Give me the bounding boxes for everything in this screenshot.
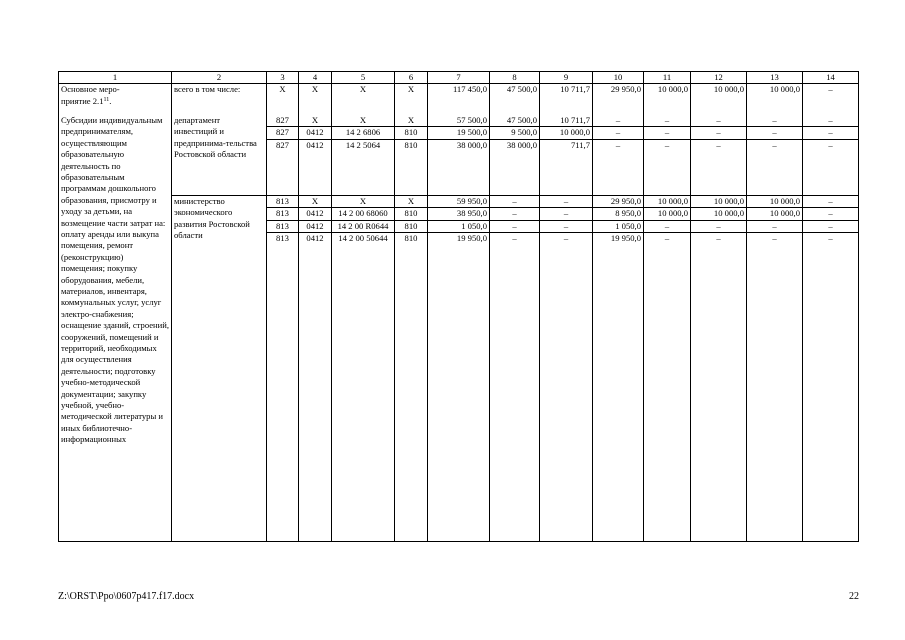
table-cell: – [803, 115, 859, 127]
table-cell: X [299, 115, 332, 127]
table-cell: 813 [267, 220, 299, 232]
header-cell: 9 [540, 72, 593, 84]
table-cell: – [490, 232, 540, 244]
table-cell: 10 000,0 [540, 127, 593, 139]
table-cell [691, 244, 747, 541]
table-row-total [59, 84, 859, 115]
table-cell: 1 050,0 [593, 220, 644, 232]
table-cell: X [332, 195, 395, 207]
table-cell: X [395, 115, 428, 127]
table-cell: – [644, 232, 691, 244]
table-cell: – [593, 139, 644, 195]
table-cell: – [540, 195, 593, 207]
header-cell: 7 [428, 72, 490, 84]
table-cell: 810 [395, 139, 428, 195]
table-cell [644, 244, 691, 541]
table-cell: – [803, 208, 859, 220]
table-cell [747, 244, 803, 541]
table-cell: 10 000,0 [691, 195, 747, 207]
table-cell: – [540, 232, 593, 244]
measure-description-cell: Субсидии индивидуальным предпринимателям, осуществляющим образовательную деятельность по образовательным программам дошкольного образования, присмотру и уходу за детьми, на возмещение части затрат на: оплату аренды или выкупа помещения, ремонт (реконструкцию) помещения; покупку оборудования, мебели, материалов, инвентаря, коммунальных услуг, услуг электро-снабжения; оснащение зданий, строений, сооружений, помещений и территорий, необходимых для осуществления деятельности; подготовку учебно-методической документации; закупку учебной, учебно-методической литературы и иных библиотечно-информационных [59, 115, 172, 541]
table-cell: 10 711,7 [540, 84, 593, 115]
table-cell: 711,7 [540, 139, 593, 195]
measure-title-line2: приятие 2.1 [61, 95, 104, 106]
table-cell: 0412 [299, 139, 332, 195]
measure-title-line2-end: . [109, 95, 112, 106]
table-cell: X [267, 84, 299, 115]
header-cell: 13 [747, 72, 803, 84]
table-cell: 117 450,0 [428, 84, 490, 115]
header-cell: 2 [172, 72, 267, 84]
table-cell: – [803, 139, 859, 195]
table-cell: 38 000,0 [490, 139, 540, 195]
table-cell: – [803, 195, 859, 207]
table-cell: 8 950,0 [593, 208, 644, 220]
measure-title-line1: Основное меро- [61, 84, 120, 95]
table-cell: 813 [267, 208, 299, 220]
table-cell: – [747, 115, 803, 127]
table-cell [395, 244, 428, 541]
table-cell: – [490, 220, 540, 232]
table-cell: – [803, 127, 859, 139]
table-cell: 827 [267, 139, 299, 195]
table-cell: – [691, 127, 747, 139]
table-cell: 14 2 5064 [332, 139, 395, 195]
table-cell: – [691, 220, 747, 232]
table-cell: 10 000,0 [644, 208, 691, 220]
table-cell: – [803, 220, 859, 232]
table-row [59, 195, 859, 207]
table-cell: 59 950,0 [428, 195, 490, 207]
file-path: Z:\ORST\Ppo\0607p417.f17.docx [58, 591, 195, 602]
table-cell: 827 [267, 115, 299, 127]
table-cell: 813 [267, 232, 299, 244]
header-cell: 6 [395, 72, 428, 84]
header-cell: 12 [691, 72, 747, 84]
executor-ministry-cell: министерство экономического развития Ростовской области [172, 195, 267, 541]
header-cell: 14 [803, 72, 859, 84]
table-cell: 29 950,0 [593, 84, 644, 115]
table-cell: 10 000,0 [747, 195, 803, 207]
table-cell: 10 711,7 [540, 115, 593, 127]
table-cell: 9 500,0 [490, 127, 540, 139]
table-cell: – [747, 232, 803, 244]
table-cell: 810 [395, 208, 428, 220]
table-cell: X [395, 84, 428, 115]
page-number: 22 [849, 591, 859, 602]
table-cell [540, 244, 593, 541]
header-cell: 1 [59, 72, 172, 84]
table-cell: – [691, 139, 747, 195]
table-cell: 0412 [299, 208, 332, 220]
table-cell: 10 000,0 [644, 195, 691, 207]
table-cell: 19 950,0 [428, 232, 490, 244]
header-cell: 10 [593, 72, 644, 84]
table-cell: 0412 [299, 127, 332, 139]
table-cell: 827 [267, 127, 299, 139]
table-cell: 810 [395, 127, 428, 139]
table-cell: 19 500,0 [428, 127, 490, 139]
table-cell: – [691, 115, 747, 127]
header-row [59, 72, 859, 84]
table-cell: X [332, 115, 395, 127]
table-cell: – [803, 232, 859, 244]
table-cell: X [299, 84, 332, 115]
measure-title-cell [59, 84, 172, 115]
header-cell: 11 [644, 72, 691, 84]
executor-dept-cell: департамент инвестиций и предпринима-тельства Ростовской области [172, 115, 267, 195]
table-cell [299, 244, 332, 541]
table-cell: – [747, 139, 803, 195]
table-cell: 10 000,0 [747, 208, 803, 220]
table-cell: – [747, 127, 803, 139]
table-cell: – [644, 115, 691, 127]
table-cell: 0412 [299, 220, 332, 232]
table-cell: X [332, 84, 395, 115]
table-cell: 10 000,0 [644, 84, 691, 115]
table-cell: – [540, 220, 593, 232]
table-cell: – [747, 220, 803, 232]
table-cell: – [490, 208, 540, 220]
table-cell: 14 2 00 50644 [332, 232, 395, 244]
table-cell [803, 244, 859, 541]
budget-table [58, 71, 859, 542]
table-cell: – [803, 84, 859, 115]
table-cell [490, 244, 540, 541]
table-cell: 810 [395, 232, 428, 244]
table-cell: 10 000,0 [747, 84, 803, 115]
table-cell: 10 000,0 [691, 208, 747, 220]
table-cell: 14 2 6806 [332, 127, 395, 139]
table-cell: 0412 [299, 232, 332, 244]
table-cell: 1 050,0 [428, 220, 490, 232]
table-cell: 38 950,0 [428, 208, 490, 220]
table-cell [332, 244, 395, 541]
header-cell: 8 [490, 72, 540, 84]
footnote-mark: 11 [103, 96, 110, 103]
table-cell [428, 244, 490, 541]
table-cell: 813 [267, 195, 299, 207]
table-cell: X [395, 195, 428, 207]
table-cell: 10 000,0 [691, 84, 747, 115]
table-row [59, 115, 859, 127]
table-cell: 14 2 00 R0644 [332, 220, 395, 232]
table-cell: – [644, 220, 691, 232]
table-cell [267, 244, 299, 541]
table-cell: – [644, 139, 691, 195]
executor-total-cell: всего в том числе: [172, 84, 267, 115]
table-cell [593, 244, 644, 541]
table-cell: 29 950,0 [593, 195, 644, 207]
table-cell: – [593, 127, 644, 139]
table-cell: – [540, 208, 593, 220]
table-cell: – [644, 127, 691, 139]
table-cell: X [299, 195, 332, 207]
table-cell: 57 500,0 [428, 115, 490, 127]
table-cell: – [593, 115, 644, 127]
table-cell: 38 000,0 [428, 139, 490, 195]
table-cell: 14 2 00 68060 [332, 208, 395, 220]
table-cell: 810 [395, 220, 428, 232]
table-cell: 47 500,0 [490, 115, 540, 127]
table-cell: – [490, 195, 540, 207]
table-cell: 47 500,0 [490, 84, 540, 115]
header-cell: 5 [332, 72, 395, 84]
table-cell: 19 950,0 [593, 232, 644, 244]
header-cell: 4 [299, 72, 332, 84]
table-cell: – [691, 232, 747, 244]
header-cell: 3 [267, 72, 299, 84]
